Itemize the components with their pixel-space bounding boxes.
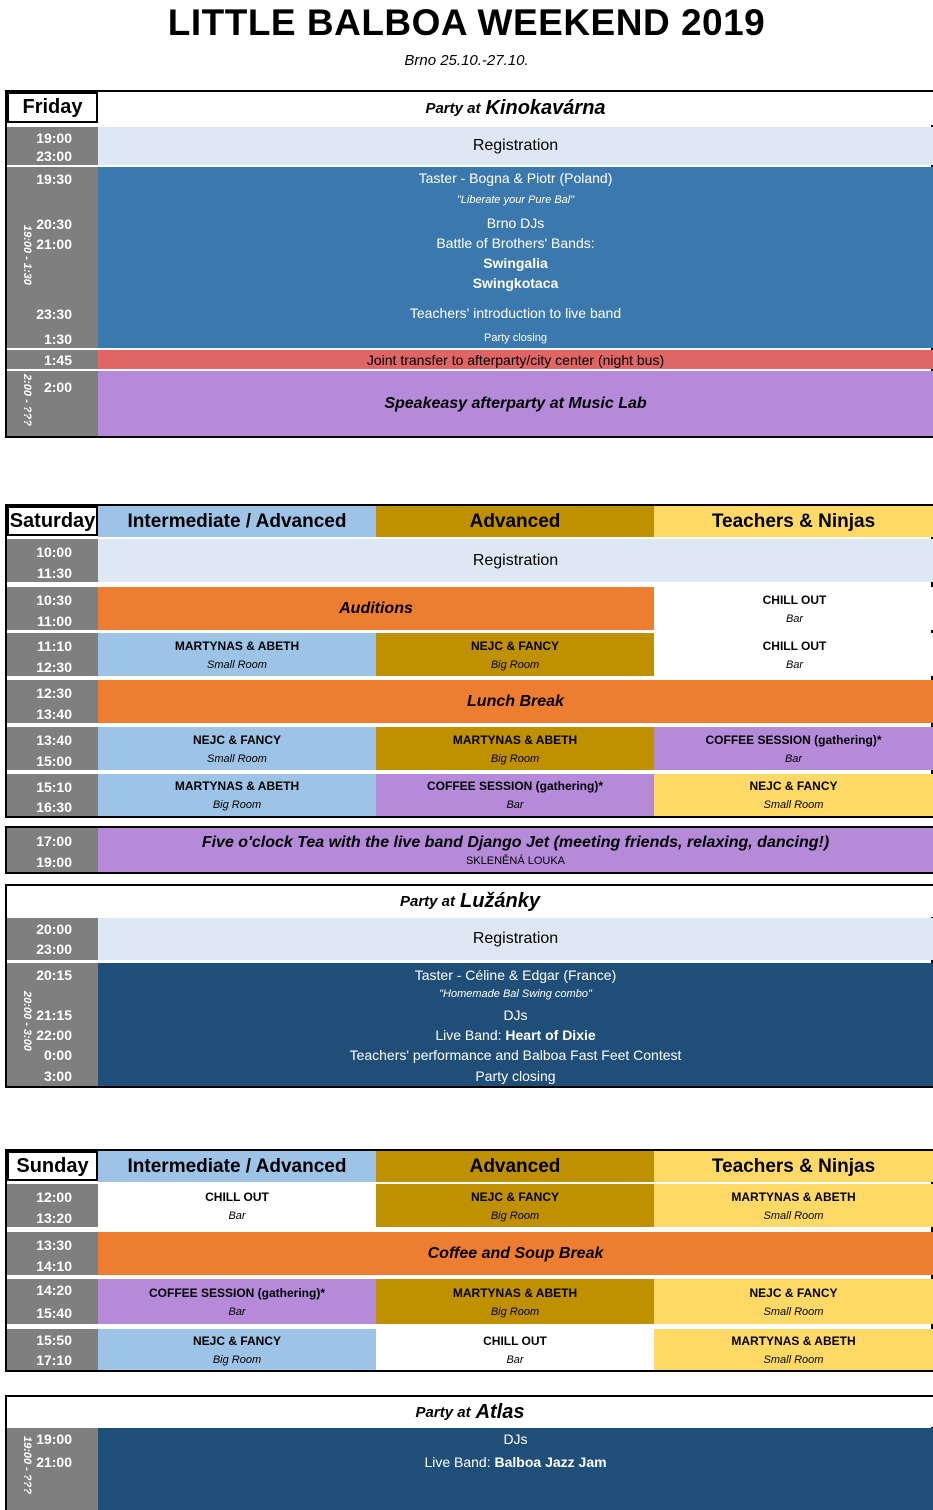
saturday-lunch-time: 12:30 13:40 — [7, 680, 98, 723]
sunday-session-3-intermediate: NEJC & FANCY Big Room — [98, 1329, 376, 1370]
sunday-col-header-intermediate: Intermediate / Advanced — [98, 1151, 376, 1182]
friday-item-band-2: Swingkotaca — [472, 275, 559, 291]
saturday-item-djs: DJs — [503, 1007, 528, 1023]
saturday-session-1-time: 11:10 12:30 — [7, 633, 98, 676]
friday-party-time-column: 19:00 - 1:30 19:30 20:30 21:00 23:30 1:30 — [7, 167, 98, 348]
saturday-lunch-break: Lunch Break — [98, 680, 933, 723]
friday-registration-time: 19:00 23:00 — [7, 127, 98, 165]
page-subtitle: Brno 25.10.-27.10. — [404, 52, 529, 69]
friday-item-closing: Party closing — [484, 332, 547, 344]
sunday-day-label: Sunday — [7, 1151, 98, 1181]
saturday-col-header-intermediate: Intermediate / Advanced — [98, 506, 376, 537]
friday-transfer-time: 1:45 — [7, 350, 98, 369]
saturday-item-live-band: Live Band: Heart of Dixie — [435, 1027, 596, 1043]
saturday-session-2-teachers: COFFEE SESSION (gathering)* Bar — [654, 727, 933, 770]
sunday-item-live-band: Live Band: Balboa Jazz Jam — [424, 1454, 607, 1470]
sunday-col-header-teachers: Teachers & Ninjas — [654, 1151, 933, 1182]
sunday-break-time: 13:30 14:10 — [7, 1232, 98, 1275]
saturday-session-3-intermediate: MARTYNAS & ABETH Big Room — [98, 774, 376, 816]
friday-party-title: Party at Kinokavárna — [98, 92, 933, 125]
friday-item-taster-subtitle: "Liberate your Pure Bal" — [456, 194, 575, 206]
saturday-session-1-intermediate: MARTYNAS & ABETH Small Room — [98, 633, 376, 676]
saturday-col-header-advanced: Advanced — [376, 506, 654, 537]
sunday-session-3-teachers: MARTYNAS & ABETH Small Room — [654, 1329, 933, 1370]
saturday-session-3-time: 15:10 16:30 — [7, 774, 98, 816]
saturday-registration-time: 10:00 11:30 — [7, 539, 98, 582]
sunday-session-3-advanced: CHILL OUT Bar — [376, 1329, 654, 1370]
saturday-tea: Five o'clock Tea with the live band Django Jet (meeting friends, relaxing, dancing!) SKLENĚNÁ LOUKA — [98, 828, 933, 872]
friday-item-band-1: Swingalia — [483, 255, 548, 271]
saturday-session-1-advanced: NEJC & FANCY Big Room — [376, 633, 654, 676]
saturday-party-registration: Registration — [98, 918, 933, 960]
sunday-session-2-intermediate: COFFEE SESSION (gathering)* Bar — [98, 1279, 376, 1324]
saturday-session-1-teachers: CHILL OUT Bar — [656, 633, 933, 676]
friday-item-intro: Teachers' introduction to live band — [409, 305, 622, 321]
saturday-auditions-time: 10:30 11:00 — [7, 587, 98, 630]
friday-day-label: Friday — [7, 92, 98, 123]
saturday-party-registration-time: 20:00 23:00 — [7, 918, 98, 960]
saturday-registration: Registration — [98, 539, 933, 582]
sunday-session-3-time: 15:50 17:10 — [7, 1329, 98, 1370]
saturday-item-closing: Party closing — [475, 1068, 556, 1084]
saturday-col-header-teachers: Teachers & Ninjas — [654, 506, 933, 537]
friday-transfer: Joint transfer to afterparty/city center (night bus) — [98, 350, 933, 369]
sunday-session-1-teachers: MARTYNAS & ABETH Small Room — [654, 1184, 933, 1227]
friday-item-taster: Taster - Bogna & Piotr (Poland) — [418, 170, 613, 186]
saturday-party-title: Party at Lužánky — [7, 886, 933, 917]
friday-afterparty-time: 2:00 - ??? 2:00 — [7, 371, 98, 436]
friday-item-battle: Battle of Brothers' Bands: — [436, 235, 595, 251]
friday-afterparty: Speakeasy afterparty at Music Lab — [98, 371, 933, 436]
sunday-session-2-advanced: MARTYNAS & ABETH Big Room — [376, 1279, 654, 1324]
saturday-session-3-teachers: NEJC & FANCY Small Room — [654, 774, 933, 816]
saturday-session-2-intermediate: NEJC & FANCY Small Room — [98, 727, 376, 770]
sunday-session-1-advanced: NEJC & FANCY Big Room — [376, 1184, 654, 1227]
saturday-item-taster-subtitle: "Homemade Bal Swing combo" — [439, 988, 592, 1000]
sunday-session-2-teachers: NEJC & FANCY Small Room — [654, 1279, 933, 1324]
saturday-auditions: Auditions — [98, 587, 654, 630]
saturday-item-taster: Taster - Céline & Edgar (France) — [414, 967, 617, 983]
sunday-party-title: Party at Atlas — [7, 1397, 933, 1427]
friday-registration: Registration — [98, 127, 933, 165]
saturday-session-2-time: 13:40 15:00 — [7, 727, 98, 770]
sunday-session-1-time: 12:00 13:20 — [7, 1184, 98, 1227]
sunday-item-djs: DJs — [503, 1431, 528, 1447]
sunday-coffee-soup-break: Coffee and Soup Break — [98, 1232, 933, 1275]
saturday-session-3-advanced: COFFEE SESSION (gathering)* Bar — [376, 774, 654, 816]
saturday-tea-time: 17:00 19:00 — [7, 828, 98, 872]
sunday-session-1-intermediate: CHILL OUT Bar — [98, 1184, 376, 1227]
sunday-col-header-advanced: Advanced — [376, 1151, 654, 1182]
saturday-party-time-column: 20:00 - 3:00 20:15 21:15 22:00 0:00 3:00 — [7, 963, 98, 1086]
saturday-session-2-advanced: MARTYNAS & ABETH Big Room — [376, 727, 654, 770]
friday-item-djs: Brno DJs — [486, 215, 545, 231]
saturday-day-label: Saturday — [7, 506, 98, 536]
saturday-chill-out-1: CHILL OUT Bar — [656, 587, 933, 630]
sunday-party-time-column: 19:00 - ??? 19:00 21:00 — [7, 1428, 98, 1510]
saturday-item-performance: Teachers' performance and Balboa Fast Feet Contest — [349, 1047, 682, 1063]
page-title: LITTLE BALBOA WEEKEND 2019 — [167, 2, 766, 43]
sunday-session-2-time: 14:20 15:40 — [7, 1279, 98, 1324]
